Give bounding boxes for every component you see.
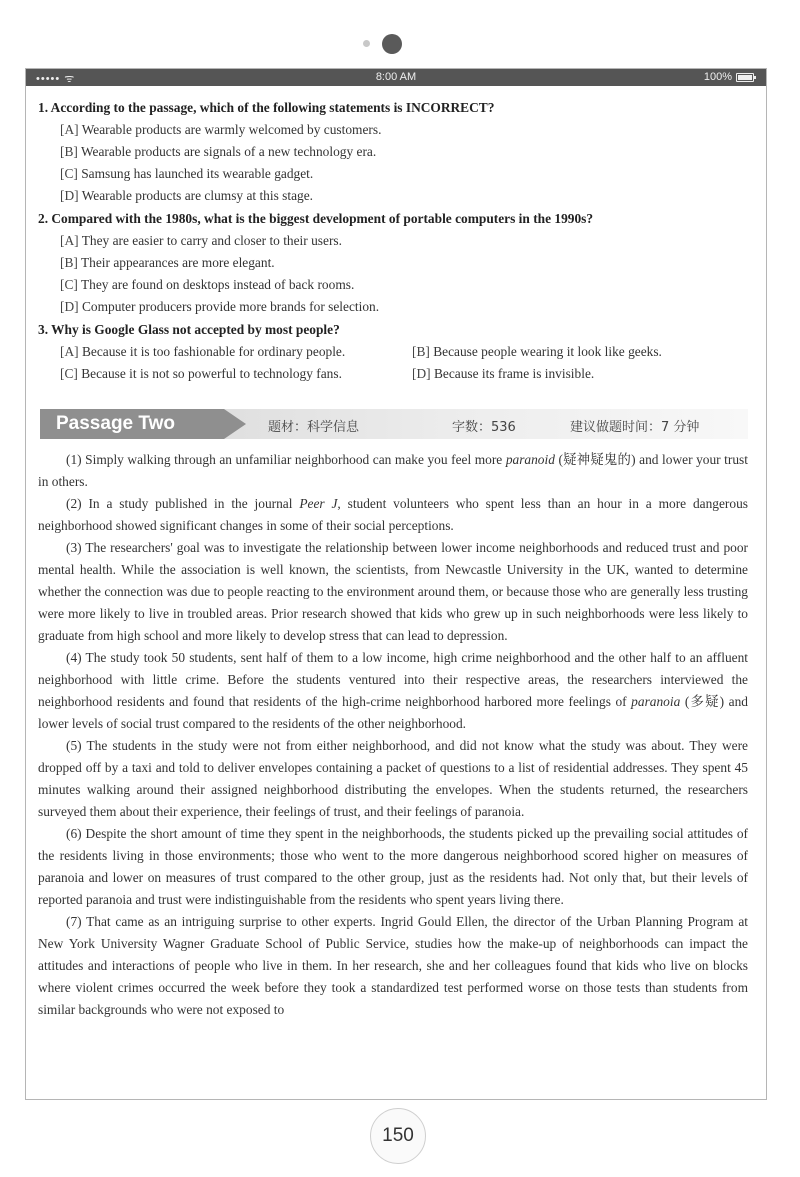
option-letter: [C] [60, 366, 78, 381]
paragraph-6: (6) Despite the short amount of time they spent in the neighborhoods, the students picked up the prevailing social attitudes of the residents living in those environments; those who went to the more dangerous neighborhood scored higher on measures of paranoia and lower on measures of trust compared to the other group, just as the residents had. Not only that, but their levels of reported paranoia and trust were indistinguishable from the residents who spent years living there. [38, 826, 748, 907]
option-b[interactable] [38, 141, 748, 163]
question-3 [38, 319, 748, 385]
option-letter: [B] [412, 344, 430, 359]
paragraph-text: (多疑) and lower levels of social trust compared to the residents of the other neighborhood. [38, 694, 749, 731]
battery-percent: 100% [703, 71, 732, 83]
passage-title: Passage Two [40, 409, 224, 439]
option-text: Wearable products are warmly welcomed by customers. [81, 122, 382, 137]
status-bar [26, 69, 766, 86]
tablet-screen [25, 68, 767, 1100]
passage-header [40, 409, 748, 439]
option-text: Wearable products are signals of a new technology era. [80, 144, 377, 159]
option-c[interactable] [38, 163, 748, 185]
page-content [26, 86, 766, 1021]
option-a[interactable] [38, 119, 748, 141]
option-c[interactable] [38, 274, 748, 296]
option-b[interactable] [412, 341, 662, 363]
question-stem: 3. Why is Google Glass not accepted by most people? [38, 322, 340, 337]
paragraph-3: (3) The researchers' goal was to investigate the relationship between lower income neighborhoods and reduced trust and poor mental health. While the association is well known, the scientists, from Newcastle University in the UK, wanted to determine whether the connection was due to people reacting to the environment around them, or because those who are generally less trusting were more likely to live in troubled areas. Prior research showed that kids who grew up in such neighborhoods were less likely to graduate from high school and more likely to develop stress that can lead to depression. [38, 540, 748, 643]
passage-word-count: 字数：536 [452, 420, 516, 435]
page-number: 150 [370, 1108, 426, 1164]
paragraph-text: (2) In a study published in the journal [66, 496, 300, 511]
option-letter: [D] [412, 366, 431, 381]
paragraph-italic: paranoid [505, 452, 555, 467]
option-letter: [D] [60, 188, 79, 203]
option-a[interactable] [38, 230, 748, 252]
passage-body [38, 449, 748, 1021]
passage-suggested-time: 建议做题时间：7 分钟 [570, 420, 700, 435]
option-b[interactable] [38, 252, 748, 274]
option-letter: [C] [60, 166, 78, 181]
paragraph-1 [38, 449, 748, 493]
option-text: They are easier to carry and closer to their users. [81, 233, 342, 248]
paragraph-italic: Peer J [299, 496, 338, 511]
option-letter: [B] [60, 144, 78, 159]
paragraph-5: (5) The students in the study were not from either neighborhood, and did not know what the study was about. They were dropped off by a taxi and told to deliver envelopes containing a packet of questions to a list of residential addresses. They spent 45 minutes walking around their assigned neighborhood distributing the envelopes. When the students returned, the researchers surveyed them about their experience, their feelings of trust, and their feelings of paranoia. [38, 738, 748, 819]
paragraph-text: (1) Simply walking through an unfamiliar neighborhood can make you feel more [66, 452, 506, 467]
question-stem: 2. Compared with the 1980s, what is the biggest development of portable computers in the 1990s? [38, 211, 594, 226]
paragraph-text: , student volunteers who spent less than an hour in a more dangerous neighborhood showed significant changes in some of their social perceptions. [38, 496, 748, 533]
option-letter: [A] [60, 233, 79, 248]
option-letter: [A] [60, 344, 79, 359]
option-text: Because it is too fashionable for ordinary people. [81, 344, 346, 359]
option-letter: [D] [60, 299, 79, 314]
option-text: Their appearances are more elegant. [80, 255, 275, 270]
option-a[interactable] [60, 341, 412, 363]
signal-icon: ••••• ᯤ [36, 73, 76, 85]
question-2 [38, 208, 748, 318]
option-text: Computer producers provide more brands for selection. [81, 299, 380, 314]
option-text: Samsung has launched its wearable gadget. [81, 166, 314, 181]
option-c[interactable] [60, 363, 412, 385]
option-row [38, 341, 748, 363]
battery-status [704, 71, 754, 83]
paragraph-italic: paranoia [631, 694, 681, 709]
paragraph-2 [38, 493, 748, 537]
option-row [38, 363, 748, 385]
option-d[interactable] [38, 185, 748, 207]
paragraph-text: (4) The study took 50 students, sent half of them to a low income, high crime neighborhood and the other half to an affluent neighborhood with little crime. Before the students ventured into their respective areas, the researchers interviewed the neighborhood residents and found that residents of the high-crime neighborhood harbored more feelings of [38, 650, 748, 709]
option-letter: [C] [60, 277, 78, 292]
status-time: 8:00 AM [375, 71, 417, 83]
option-text: Because it is not so powerful to technology fans. [81, 366, 342, 381]
paragraph-4 [38, 647, 748, 735]
passage-topic: 题材：科学信息 [268, 420, 360, 435]
option-text: They are found on desktops instead of back rooms. [80, 277, 355, 292]
question-1 [38, 97, 748, 207]
paragraph-7: (7) That came as an intriguing surprise to other experts. Ingrid Gould Ellen, the director of the Urban Planning Program at New York University Wagner Graduate School of Public Service, studies how the make-up of neighborhoods can impact the attitudes and interactions of people who live in them. In her research, she and her colleagues found that kids who live on blocks where violent crimes occurred the week before they took a standardized test performed worse on those tests than students from similar backgrounds who were not exposed to [38, 914, 748, 1017]
battery-icon [736, 73, 754, 82]
option-d[interactable] [38, 296, 748, 318]
option-text: Because its frame is invisible. [433, 366, 595, 381]
paragraph-text: (疑神疑鬼的) and lower your trust in others. [38, 452, 748, 489]
option-letter: [B] [60, 255, 78, 270]
option-text: Wearable products are clumsy at this stage. [81, 188, 314, 203]
camera-dot-icon [363, 40, 370, 47]
camera-icon [382, 34, 402, 54]
option-letter: [A] [60, 122, 79, 137]
question-stem: 1. According to the passage, which of the following statements is INCORRECT? [38, 100, 495, 115]
option-text: Because people wearing it look like geeks. [433, 344, 662, 359]
option-d[interactable] [412, 363, 594, 385]
